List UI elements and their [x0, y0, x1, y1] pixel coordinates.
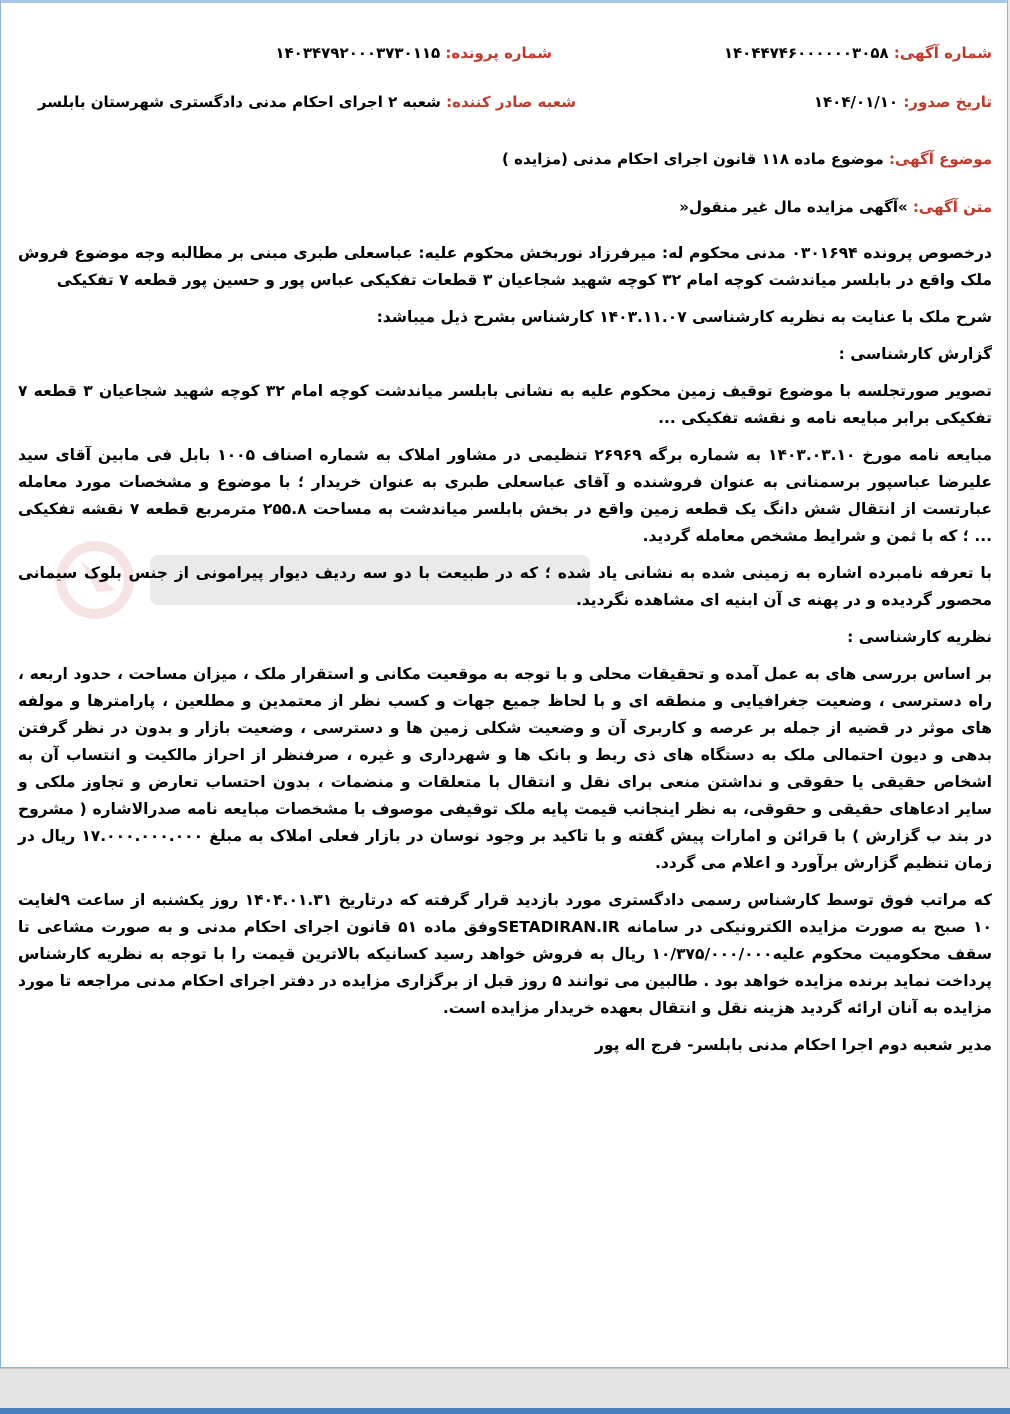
- case-number-value: ۱۴۰۳۴۷۹۲۰۰۰۳۷۳۰۱۱۵: [275, 44, 441, 62]
- paragraph-property-intro: شرح ملک با عنایت به نظریه کارشناسی ۱۴۰۳.۱۱.۰۷ کارشناس بشرح ذیل میباشد:: [376, 308, 992, 326]
- ad-subject: موضوع آگهی: موضوع ماده ۱۱۸ قانون اجرای احکام مدنی (مزایده ): [502, 150, 992, 168]
- header-row-issue: [18, 93, 992, 123]
- paragraph-seizure-minutes: تصویر صورتجلسه با موضوع توقیف زمین محکوم علیه به نشانی بابلسر میاندشت کوچه امام ۳۲ کوچه شهید شجاعیان ۳ قطعه ۷ تفکیکی برابر مبایعه نامه و نقشه تفکیکی ...: [18, 382, 992, 427]
- window-bottom-bar: [0, 1368, 1010, 1414]
- paragraph-sale-contract: مبایعه نامه مورخ ۱۴۰۳.۰۳.۱۰ به شماره برگه ۲۶۹۶۹ تنظیمی در مشاور املاک به شماره اصناف ۱۰۰۵ بابل فی مابین آقای سید علیرضا عباسپور برسمنانی به عنوان فروشنده و آقای عباسعلی طبری به عنوان خریدار ؛ با موضوع و مشخصات مورد معامله عبارتست از انتقال شش دانگ یک قطعه زمین واقع در بخش بابلسر میاندشت به مساحت ۲۵۵.۸ مترمربع قطعه ۷ نقشه تفکیکی ... ؛ که با ثمن و شرایط مشخص معامله گردید.: [18, 446, 993, 545]
- window-status-strip: [0, 1408, 1010, 1414]
- paragraph-auction-terms: که مراتب فوق توسط کارشناس رسمی دادگستری مورد بازدید قرار گرفته که درتاریخ ۱۴۰۴.۰۱.۳۱ روز یکشنبه از ساعت ۹لغایت ۱۰ صبح به صورت مزایده الکترونیکی در سامانه SETADIRAN.IRوفق ماده ۵۱ قانون اجرای احکام مدنی و به صورت مشاعی تا سقف محکومیت محکوم علیه۱۰/۳۷۵/۰۰۰/۰۰۰ ریال به فروش خواهد رسید کسانیکه بالاترین قیمت را با توجه به نظریه کارشناس پرداخت نماید برنده مزایده خواهد بود . طالبین می توانند ۵ روز قبل از برگزاری مزایده در دفتر اجرای احکام مدنی مراجعه تا مورد مزایده به آنان ارائه گردید هزینه نقل و انتقال بعهده خریدار مزایده است.: [17, 891, 992, 1017]
- issuer-value: شعبه ۲ اجرای احکام مدنی دادگستری شهرستان بابلسر: [37, 93, 441, 111]
- ad-text-title: متن آگهی: »آگهی مزایده مال غیر منقول«: [679, 198, 992, 216]
- header-row-numbers: [18, 44, 992, 74]
- heading-expert-opinion: نظریه کارشناسی :: [847, 628, 992, 646]
- issue-date: تاریخ صدور: ۱۴۰۴/۰۱/۱۰: [813, 93, 992, 111]
- ad-number: شماره آگهی: ۱۴۰۴۴۷۴۶۰۰۰۰۰۰۳۰۵۸: [723, 44, 992, 62]
- heading-expert-report: گزارش کارشناسی :: [838, 345, 992, 363]
- ad-number-value: ۱۴۰۴۴۷۴۶۰۰۰۰۰۰۳۰۵۸: [723, 44, 889, 62]
- ad-subject-value: موضوع ماده ۱۱۸ قانون اجرای احکام مدنی (مزایده ): [502, 150, 884, 168]
- paragraph-case-details: درخصوص پرونده ۰۳۰۱۶۹۴ مدنی محکوم له: میرفرزاد نوربخش محکوم علیه: عباسعلی طبری مبنی بر مطالبه وجه موضوع فروش ملک واقع در بابلسر میاندشت کوچه امام ۳۲ کوچه شهید شجاعیان ۳ قطعات تفکیکی عباس پور و حسین پور قطعه ۷ تفکیکی: [18, 244, 993, 289]
- issue-date-value: ۱۴۰۴/۰۱/۱۰: [813, 93, 899, 111]
- issuer: شعبه صادر کننده: شعبه ۲ اجرای احکام مدنی دادگستری شهرستان بابلسر: [37, 93, 576, 111]
- ad-text-title-value: »آگهی مزایده مال غیر منقول«: [679, 198, 908, 216]
- signature: مدیر شعبه دوم اجرا احکام مدنی بابلسر- فرج اله پور: [594, 1036, 992, 1054]
- case-number: شماره پرونده: ۱۴۰۳۴۷۹۲۰۰۰۳۷۳۰۱۱۵: [275, 44, 552, 62]
- announcement-body: [18, 240, 992, 1069]
- paragraph-valuation: بر اساس بررسی های به عمل آمده و تحقیقات محلی و با توجه به موقعیت مکانی و استقرار ملک ، میزان مساحت ، حدود اربعه ، راه دسترسی ، وضعیت جغرافیایی و منطقه ای و با لحاظ جمیع جهات و کسب نظر از معتمدین و مطلعین ، پارامترها و مولفه های موثر در قضیه از جمله بر عرصه و کاربری آن و وضعیت شکلی زمین ها و دسترسی ، وضعیت بازار و بدون در نظر گرفتن بدهی و دیون احتمالی ملک به دستگاه های ذی ربط و بانک ها و شهرداری و غیره ، صرفنظر از احراز مالکیت و انتساب آن به اشخاص حقیقی یا حقوقی و نداشتن منعی برای نقل و انتقال با متعلقات و منضمات ، بدون احتساب تعارض و تجاوز ملکی و سایر ادعاهای حقیقی و حقوقی، به نظر اینجانب قیمت پایه ملک توقیفی موصوف با مشخصات مبایعه نامه صدرالاشاره ( مشروح در بند ب گزارش ) با قرائن و امارات پیش گفته و با تاکید بر وجود نوسان در بازار فعلی املاک به مبلغ ۱۷.۰۰۰.۰۰۰.۰۰۰ ریال در زمان تنظیم گزارش برآورد و اعلام می گردد.: [18, 665, 992, 872]
- paragraph-site-description: با تعرفه نامبرده اشاره به زمینی شده به نشانی یاد شده ؛ که در طبیعت با دو سه ردیف دیوار پیرامونی از جنس بلوک سیمانی محصور گردیده و در پهنه ی آن ابنیه ای مشاهده نگردید.: [18, 564, 992, 609]
